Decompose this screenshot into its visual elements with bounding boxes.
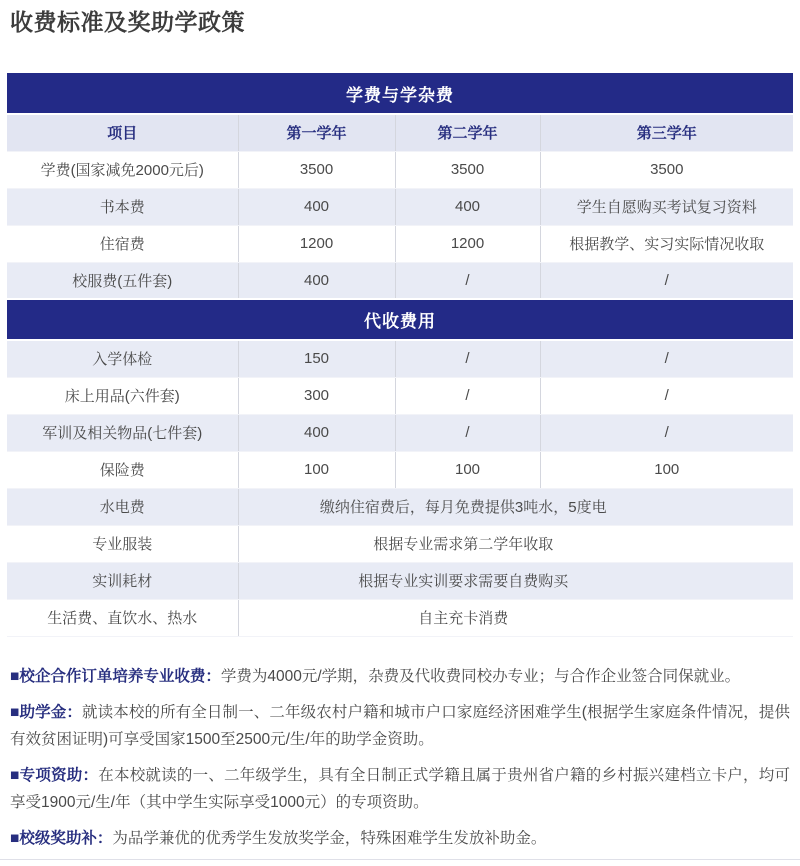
table-header-row: [7, 114, 793, 151]
cell-item: 保险费: [7, 451, 238, 488]
note-label: ■校级奖助补：: [10, 829, 113, 847]
cell-span-value: 根据专业需求第二学年收取: [238, 525, 793, 562]
cell-span-value: 缴纳住宿费后，每月免费提供3吨水，5度电: [238, 488, 793, 525]
cell-year2: 400: [395, 188, 540, 225]
table-row: [7, 188, 793, 225]
cell-item: 入学体检: [7, 340, 238, 377]
table-row: [7, 225, 793, 262]
policy-notes: [10, 663, 790, 852]
cell-year3: /: [540, 340, 793, 377]
cell-item: 床上用品(六件套): [7, 377, 238, 414]
cell-item: 专业服装: [7, 525, 238, 562]
note-label: ■助学金：: [10, 703, 82, 721]
column-header-year2: 第二学年: [395, 114, 540, 151]
cell-item: 校服费(五件套): [7, 262, 238, 299]
table-row: [7, 488, 793, 525]
column-header-year3: 第三学年: [540, 114, 793, 151]
cell-item: 住宿费: [7, 225, 238, 262]
table-row: [7, 414, 793, 451]
note-text: 在本校就读的一、二年级学生，具有全日制正式学籍且属于贵州省户籍的乡村振兴建档立卡户，均可享受1900元/生/年（其中学生实际享受1000元）的专项资助。: [10, 766, 790, 811]
cell-year1: 400: [238, 262, 395, 299]
section-banner-row: [7, 299, 793, 340]
column-header-item: 项目: [7, 114, 238, 151]
cell-year2: 100: [395, 451, 540, 488]
cell-year1: 1200: [238, 225, 395, 262]
column-header-year1: 第一学年: [238, 114, 395, 151]
note-label: ■校企合作订单培养专业收费：: [10, 667, 221, 685]
note-text: 为品学兼优的优秀学生发放奖学金，特殊困难学生发放补助金。: [112, 829, 547, 847]
fee-table: [7, 73, 793, 637]
cell-year1: 400: [238, 188, 395, 225]
cell-item: 军训及相关物品(七件套): [7, 414, 238, 451]
cell-item: 实训耗材: [7, 562, 238, 599]
table-row: [7, 562, 793, 599]
cell-year3: 学生自愿购买考试复习资料: [540, 188, 793, 225]
cell-span-value: 自主充卡消费: [238, 599, 793, 636]
cell-year2: /: [395, 414, 540, 451]
cell-year1: 300: [238, 377, 395, 414]
page-title: 收费标准及奖助学政策: [10, 9, 245, 35]
bottom-divider: [0, 859, 800, 860]
table-row: [7, 340, 793, 377]
section2-banner: 代收费用: [7, 299, 793, 340]
table-row: [7, 525, 793, 562]
cell-year1: 150: [238, 340, 395, 377]
cell-year3: 根据教学、实习实际情况收取: [540, 225, 793, 262]
cell-year3: /: [540, 377, 793, 414]
cell-year3: 3500: [540, 151, 793, 188]
cell-year2: 1200: [395, 225, 540, 262]
cell-year3: /: [540, 262, 793, 299]
cell-year2: /: [395, 262, 540, 299]
note-paragraph: [10, 825, 790, 852]
cell-year3: /: [540, 414, 793, 451]
table-row: [7, 151, 793, 188]
note-text: 学费为4000元/学期，杂费及代收费同校办专业；与合作企业签合同保就业。: [220, 667, 741, 685]
table-row: [7, 377, 793, 414]
table-row: [7, 262, 793, 299]
cell-year2: /: [395, 340, 540, 377]
cell-item: 生活费、直饮水、热水: [7, 599, 238, 636]
cell-item: 水电费: [7, 488, 238, 525]
note-paragraph: [10, 762, 790, 816]
table-row: [7, 451, 793, 488]
cell-year1: 100: [238, 451, 395, 488]
cell-item: 书本费: [7, 188, 238, 225]
cell-year2: /: [395, 377, 540, 414]
cell-span-value: 根据专业实训要求需要自费购买: [238, 562, 793, 599]
note-text: 就读本校的所有全日制一、二年级农村户籍和城市户口家庭经济困难学生(根据学生家庭条件情况，提供有效贫困证明)可享受国家1500至2500元/生/年的助学金资助。: [10, 703, 790, 748]
cell-item: 学费(国家减免2000元后): [7, 151, 238, 188]
cell-year1: 400: [238, 414, 395, 451]
section1-banner: 学费与学杂费: [7, 73, 793, 114]
section-banner-row: [7, 73, 793, 114]
note-paragraph: [10, 699, 790, 753]
note-paragraph: [10, 663, 790, 690]
cell-year3: 100: [540, 451, 793, 488]
cell-year1: 3500: [238, 151, 395, 188]
table-row: [7, 599, 793, 636]
cell-year2: 3500: [395, 151, 540, 188]
note-label: ■专项资助：: [10, 766, 99, 784]
